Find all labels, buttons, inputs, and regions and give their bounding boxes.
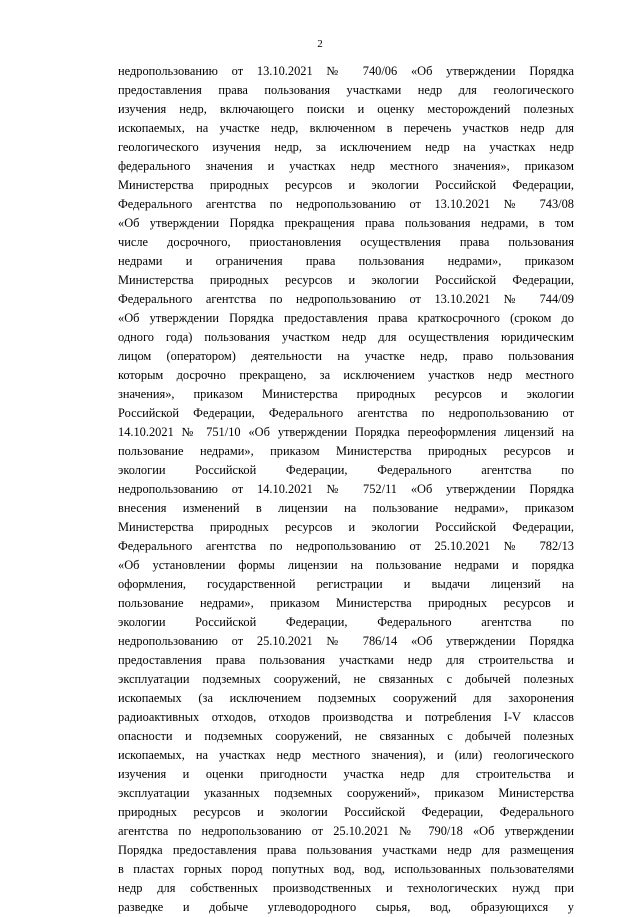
text-line: в пластах горных пород попутных вод, вод, использованных пользователями [118, 862, 574, 876]
text-line: одного года) пользования участком недр для осуществления юридическим [118, 330, 574, 344]
text-line: значения», приказом Министерства природных ресурсов и экологии [118, 387, 574, 401]
text-line: Порядка предоставления права пользования участками недр для размещения [118, 843, 574, 857]
text-line: Федерального агентства по недропользованию от 13.10.2021 № 744/09 [118, 292, 574, 306]
text-line: 14.10.2021 № 751/10 «Об утверждении Порядка переоформления лицензий на [118, 425, 574, 439]
text-line: геологического изучения недр, за исключением недр на участках недр [118, 140, 574, 154]
text-line: недропользованию от 13.10.2021 № 740/06 «Об утверждении Порядка [118, 64, 574, 78]
text-line: ископаемых, на участках недр местного значения), и (или) геологического [118, 748, 574, 762]
text-line: числе досрочного, приостановления осуществления права пользования [118, 235, 574, 249]
text-line: внесения изменений в лицензии на пользование недрами», приказом [118, 501, 574, 515]
body-text [118, 62, 574, 917]
text-line: недр для собственных производственных и технологических нужд при [118, 881, 574, 895]
text-line: агентства по недропользованию от 25.10.2021 № 790/18 «Об утверждении [118, 824, 574, 838]
text-line: недропользованию от 25.10.2021 № 786/14 «Об утверждении Порядка [118, 634, 574, 648]
text-line: ископаемых (за исключением подземных сооружений для захоронения [118, 691, 574, 705]
text-line: экологии Российской Федерации, Федерального агентства по [118, 463, 574, 477]
text-line: разведке и добыче углеводородного сырья, вод, образующихся у [118, 900, 574, 914]
text-line: лицом (оператором) деятельности на участке недр, право пользования [118, 349, 574, 363]
text-line: предоставления права пользования участками недр для геологического [118, 83, 574, 97]
text-line: природных ресурсов и экологии Российской Федерации, Федерального [118, 805, 574, 819]
text-line: предоставления права пользования участками недр для строительства и [118, 653, 574, 667]
text-line: «Об утверждении Порядка предоставления права краткосрочного (сроком до [118, 311, 574, 325]
text-line: «Об установлении формы лицензии на пользование недрами и порядка [118, 558, 574, 572]
text-line: Министерства природных ресурсов и экологии Российской Федерации, [118, 178, 574, 192]
text-line: оформления, государственной регистрации и выдачи лицензий на [118, 577, 574, 591]
text-line: радиоактивных отходов, отходов производства и потребления I-V классов [118, 710, 574, 724]
text-line: эксплуатации подземных сооружений, не связанных с добычей полезных [118, 672, 574, 686]
text-line: Министерства природных ресурсов и экологии Российской Федерации, [118, 273, 574, 287]
page-number: 2 [317, 38, 323, 50]
text-line: Российской Федерации, Федерального агентства по недропользованию от [118, 406, 574, 420]
text-line: ископаемых, на участке недр, включенном в перечень участков недр для [118, 121, 574, 135]
text-line: недрами и ограничения права пользования недрами», приказом [118, 254, 574, 268]
text-line: экологии Российской Федерации, Федерального агентства по [118, 615, 574, 629]
text-line: которым досрочно прекращено, за исключением участков недр местного [118, 368, 574, 382]
text-line: Федерального агентства по недропользованию от 25.10.2021 № 782/13 [118, 539, 574, 553]
text-line: эксплуатации указанных подземных сооружений», приказом Министерства [118, 786, 574, 800]
text-line: недропользованию от 14.10.2021 № 752/11 «Об утверждении Порядка [118, 482, 574, 496]
text-line: пользование недрами», приказом Министерства природных ресурсов и [118, 596, 574, 610]
text-line: опасности и подземных сооружений, не связанных с добычей полезных [118, 729, 574, 743]
text-line: изучения недр, включающего поиски и оценку месторождений полезных [118, 102, 574, 116]
text-line: пользование недрами», приказом Министерства природных ресурсов и [118, 444, 574, 458]
text-line: «Об утверждении Порядка прекращения права пользования недрами, в том [118, 216, 574, 230]
text-line: федерального значения и участках недр местного значения», приказом [118, 159, 574, 173]
text-line: Министерства природных ресурсов и экологии Российской Федерации, [118, 520, 574, 534]
text-line: Федерального агентства по недропользованию от 13.10.2021 № 743/08 [118, 197, 574, 211]
text-line: изучения и оценки пригодности участка недр для строительства и [118, 767, 574, 781]
